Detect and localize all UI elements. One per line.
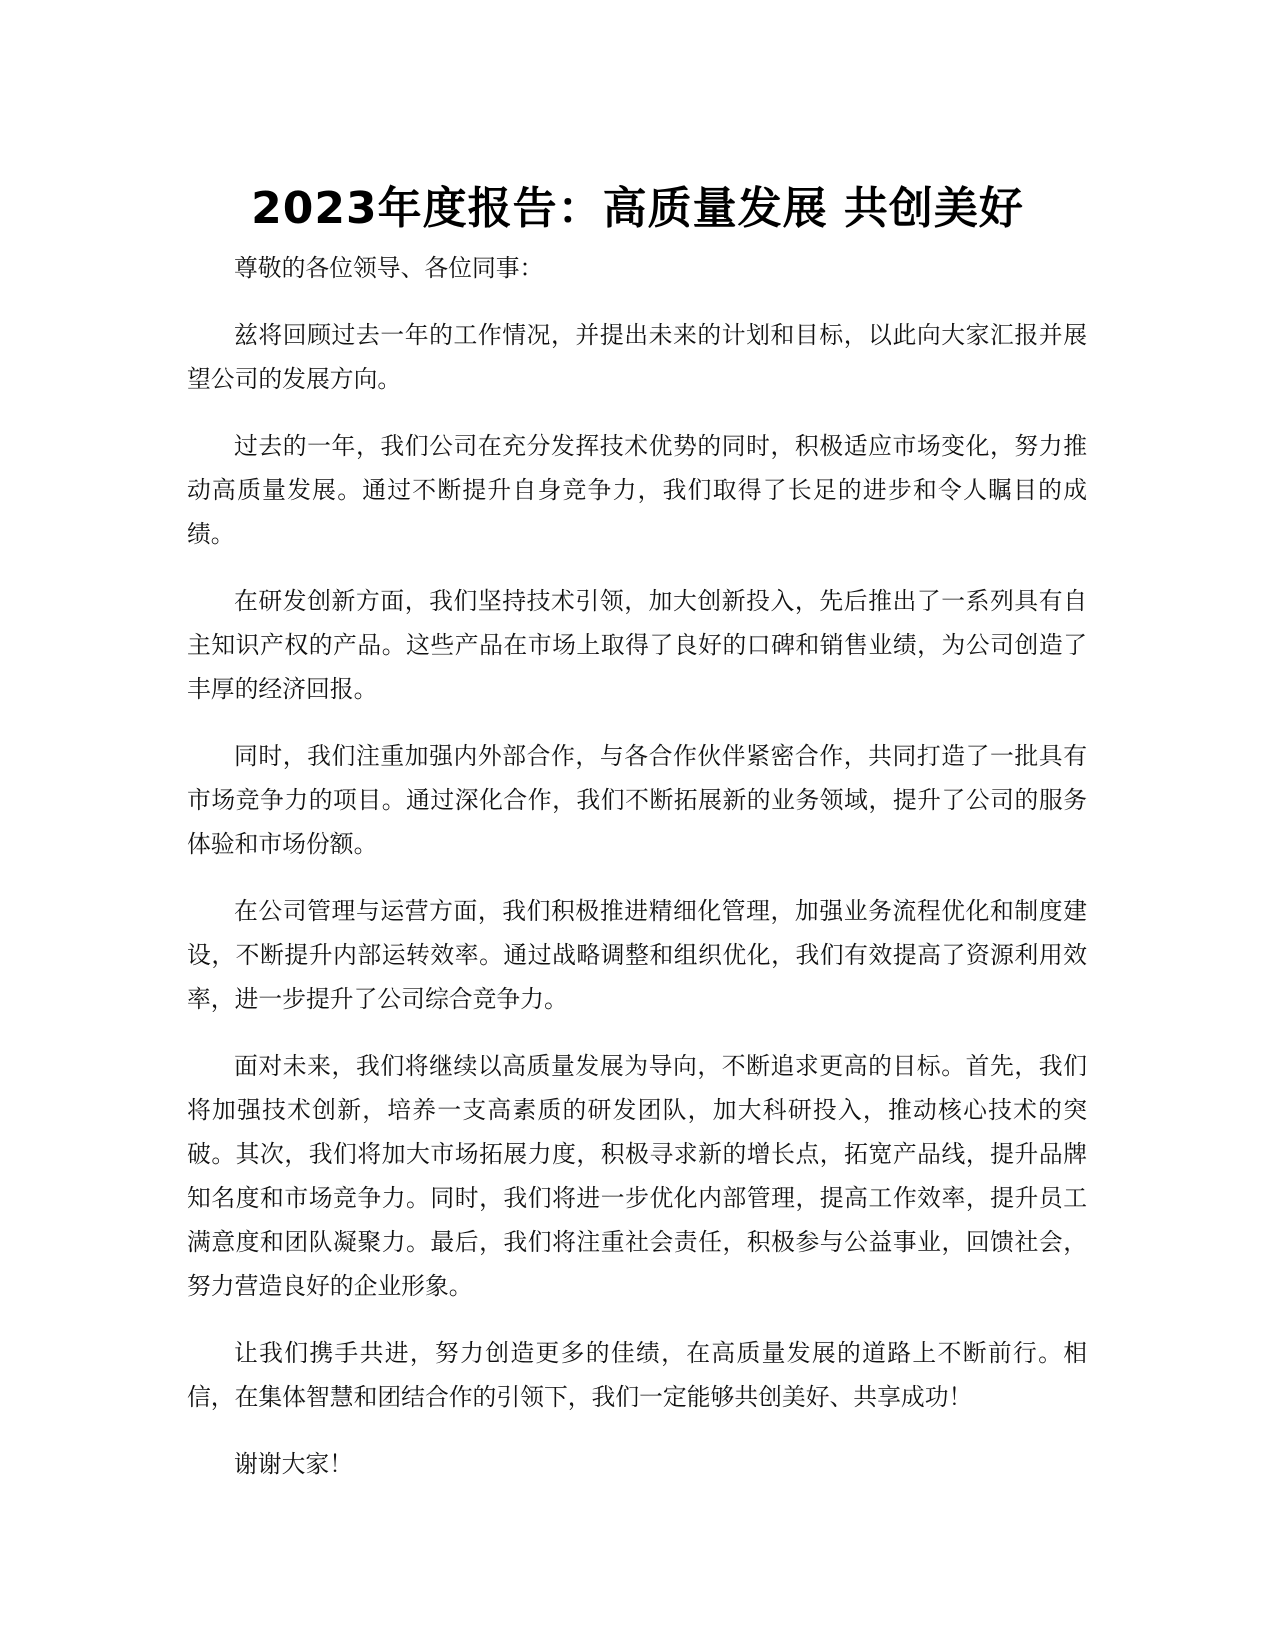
paragraph-management: 在公司管理与运营方面，我们积极推进精细化管理，加强业务流程优化和制度建设，不断提升内部运转效率。通过战略调整和组织优化，我们有效提高了资源利用效率，进一步提升了公司综合竞争力。 <box>187 897 1087 1013</box>
paragraph-cooperation: 同时，我们注重加强内外部合作，与各合作伙伴紧密合作，共同打造了一批具有市场竞争力的项目。通过深化合作，我们不断拓展新的业务领域，提升了公司的服务体验和市场份额。 <box>187 742 1087 858</box>
paragraph-salutation: 尊敬的各位领导、各位同事： <box>234 254 544 282</box>
paragraph-intro: 兹将回顾过去一年的工作情况，并提出未来的计划和目标，以此向大家汇报并展望公司的发展方向。 <box>187 321 1087 393</box>
document-body <box>187 246 1087 1509</box>
paragraph-closing: 让我们携手共进，努力创造更多的佳绩，在高质量发展的道路上不断前行。相信，在集体智慧和团结合作的引领下，我们一定能够共创美好、共享成功！ <box>187 1339 1087 1411</box>
document-title: 2023年度报告：高质量发展 共创美好 <box>251 183 1024 235</box>
paragraph-rd-innovation: 在研发创新方面，我们坚持技术引领，加大创新投入，先后推出了一系列具有自主知识产权的产品。这些产品在市场上取得了良好的口碑和销售业绩，为公司创造了丰厚的经济回报。 <box>187 587 1087 703</box>
paragraph-thanks: 谢谢大家！ <box>234 1450 353 1478</box>
paragraph-past-year: 过去的一年，我们公司在充分发挥技术优势的同时，积极适应市场变化，努力推动高质量发展。通过不断提升自身竞争力，我们取得了长足的进步和令人瞩目的成绩。 <box>187 432 1087 548</box>
paragraph-future: 面对未来，我们将继续以高质量发展为导向，不断追求更高的目标。首先，我们将加强技术创新，培养一支高素质的研发团队，加大科研投入，推动核心技术的突破。其次，我们将加大市场拓展力度，积极寻求新的增长点，拓宽产品线，提升品牌知名度和市场竞争力。同时，我们将进一步优化内部管理，提高工作效率，提升员工满意度和团队凝聚力。最后，我们将注重社会责任，积极参与公益事业，回馈社会，努力营造良好的企业形象。 <box>187 1052 1087 1300</box>
